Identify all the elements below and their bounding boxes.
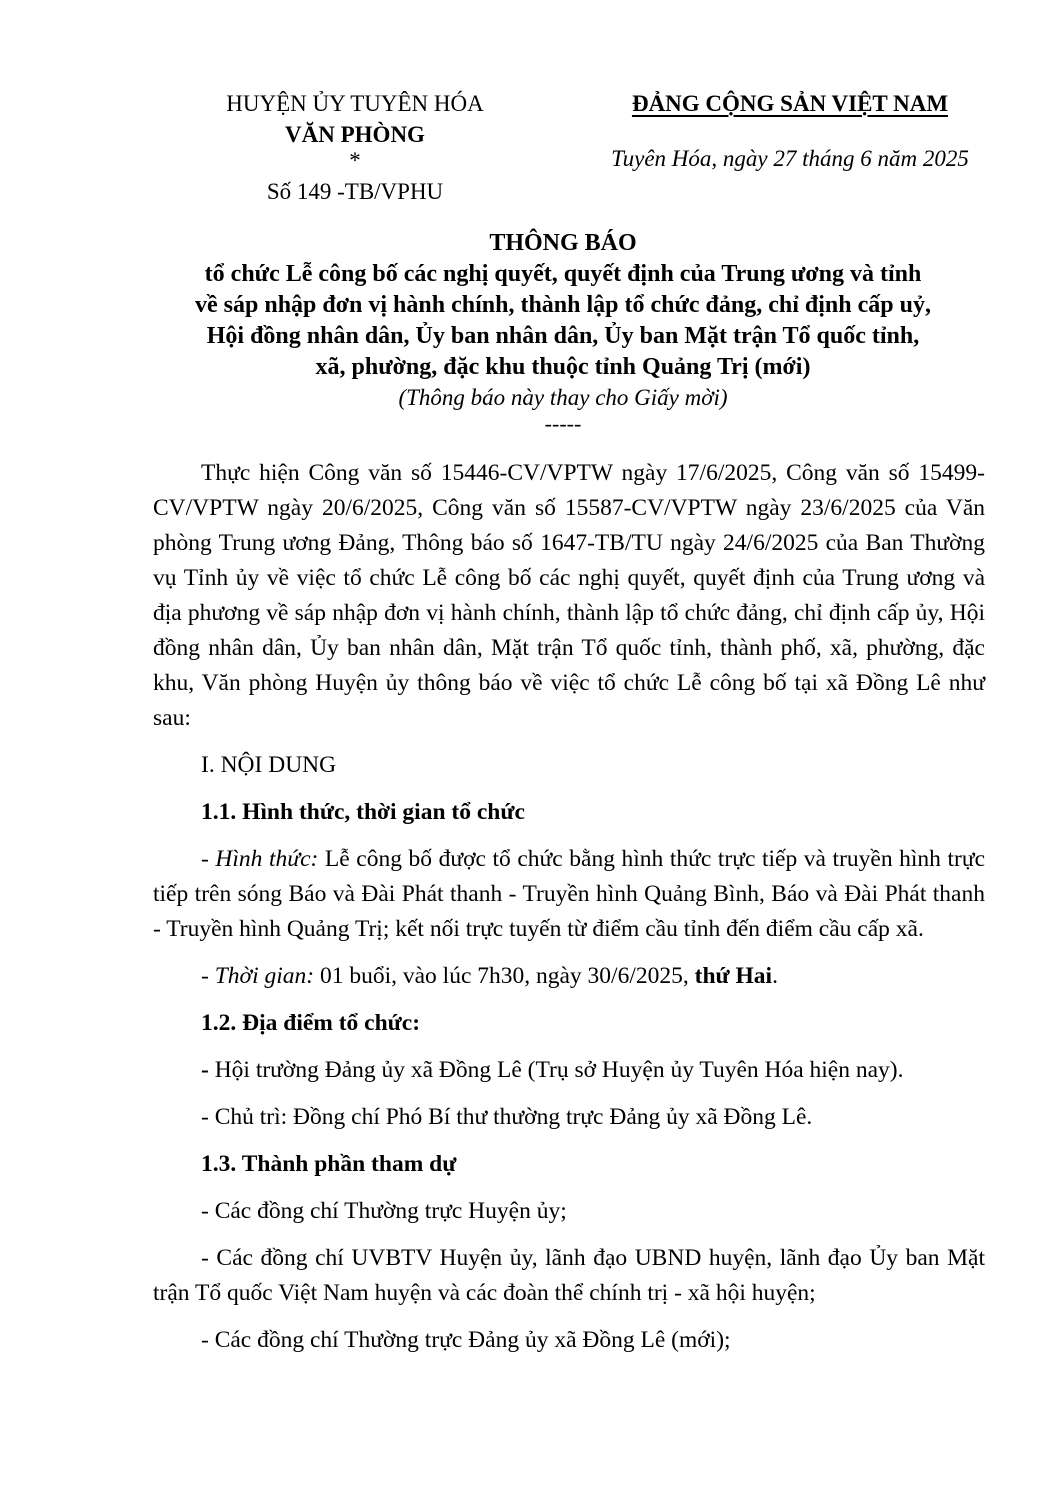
star-separator: *: [349, 148, 361, 173]
issuing-office: VĂN PHÒNG: [285, 122, 425, 147]
time-end: .: [772, 963, 778, 989]
intro-paragraph: Thực hiện Công văn số 15446-CV/VPTW ngày 17/6/2025, Công văn số 15499-CV/VPTW ngày 20/6/2025, Công văn số 15587-CV/VPTW ngày 23/6/2025 của Văn phòng Trung ương Đảng, Thông báo số 1647-TB/TU ngày 24/6/2025 của Ban Thường vụ Tỉnh ủy về việc tổ chức Lễ công bố các nghị quyết, quyết định của Trung ương và địa phương về sáp nhập đơn vị hành chính, thành lập tổ chức đảng, chỉ định cấp ủy, Hội đồng nhân dân, Ủy ban nhân dân, Mặt trận Tổ quốc tỉnh, thành phố, xã, phường, đặc khu, Văn phòng Huyện ủy thông báo về việc tổ chức Lễ công bố tại xã Đồng Lê như sau:: [153, 460, 985, 731]
title-separator: -----: [544, 411, 582, 436]
attendee-item: - Các đồng chí Thường trực Huyện ủy;: [201, 1198, 567, 1224]
document-header: [0, 88, 1061, 218]
place-text: Hội trường Đảng ủy xã Đồng Lê (Trụ sở Huyện ủy Tuyên Hóa hiện nay).: [208, 1057, 904, 1083]
chair-paragraph: - Chủ trì: Đồng chí Phó Bí thư thường trực Đảng ủy xã Đồng Lê.: [201, 1104, 813, 1130]
section-heading: I. NỘI DUNG: [201, 752, 337, 778]
form-text: Lễ công bố được tổ chức bằng hình thức trực tiếp và truyền hình trực tiếp trên sóng Báo và Đài Phát thanh - Truyền hình Quảng Bình, Báo và Đài Phát thanh - Truyền hình Quảng Trị; kết nối trực tuyến từ điểm cầu tỉnh đến điểm cầu cấp xã.: [153, 846, 986, 942]
document-title: THÔNG BÁO: [489, 230, 637, 256]
document-body: [153, 456, 985, 1358]
title-note: (Thông báo này thay cho Giấy mời): [398, 385, 728, 410]
attendee-item: - Các đồng chí UVBTV Huyện ủy, lãnh đạo UBND huyện, lãnh đạo Ủy ban Mặt trận Tổ quốc Việt Nam huyện và các đoàn thể chính trị - xã hội huyện;: [153, 1245, 985, 1306]
document-number: Số 149 -TB/VPHU: [266, 179, 444, 204]
place-dash: -: [201, 1057, 209, 1083]
title-line: về sáp nhập đơn vị hành chính, thành lập tổ chức đảng, chỉ định cấp uỷ,: [195, 292, 931, 318]
party-name: ĐẢNG CỘNG SẢN VIỆT NAM: [631, 91, 949, 116]
time-paragraph: - Thời gian: 01 buổi, vào lúc 7h30, ngày 30/6/2025, thứ Hai.: [201, 963, 778, 989]
subsection-heading: 1.3. Thành phần tham dự: [201, 1151, 457, 1177]
place-date: Tuyên Hóa, ngày 27 tháng 6 năm 2025: [611, 146, 969, 171]
place-paragraph: [153, 1053, 985, 1088]
title-line: tổ chức Lễ công bố các nghị quyết, quyết định của Trung ương và tỉnh: [204, 261, 922, 287]
title-line: Hội đồng nhân dân, Ủy ban nhân dân, Ủy ban Mặt trận Tổ quốc tỉnh,: [206, 323, 920, 349]
time-text: 01 buổi, vào lúc 7h30, ngày 30/6/2025,: [314, 963, 695, 989]
subsection-heading: 1.1. Hình thức, thời gian tổ chức: [201, 799, 525, 825]
issuing-org: HUYỆN ỦY TUYÊN HÓA: [226, 91, 484, 116]
form-label: Hình thức:: [215, 846, 319, 872]
title-line: xã, phường, đặc khu thuộc tỉnh Quảng Trị (mới): [315, 354, 811, 380]
attendee-item: - Các đồng chí Thường trực Đảng ủy xã Đồng Lê (mới);: [201, 1327, 731, 1353]
subsection-heading: 1.2. Địa điểm tổ chức:: [201, 1010, 421, 1036]
form-paragraph: - Hình thức: Lễ công bố được tổ chức bằng hình thức trực tiếp và truyền hình trực tiếp trên sóng Báo và Đài Phát thanh - Truyền hình Quảng Bình, Báo và Đài Phát thanh - Truyền hình Quảng Trị; kết nối trực tuyến từ điểm cầu tỉnh đến điểm cầu cấp xã.: [153, 846, 986, 942]
time-label: Thời gian:: [214, 963, 315, 989]
header-right: [580, 88, 1000, 174]
title-block: [90, 228, 1036, 435]
time-weekday: thứ Hai: [694, 963, 773, 989]
header-left: [150, 88, 560, 207]
